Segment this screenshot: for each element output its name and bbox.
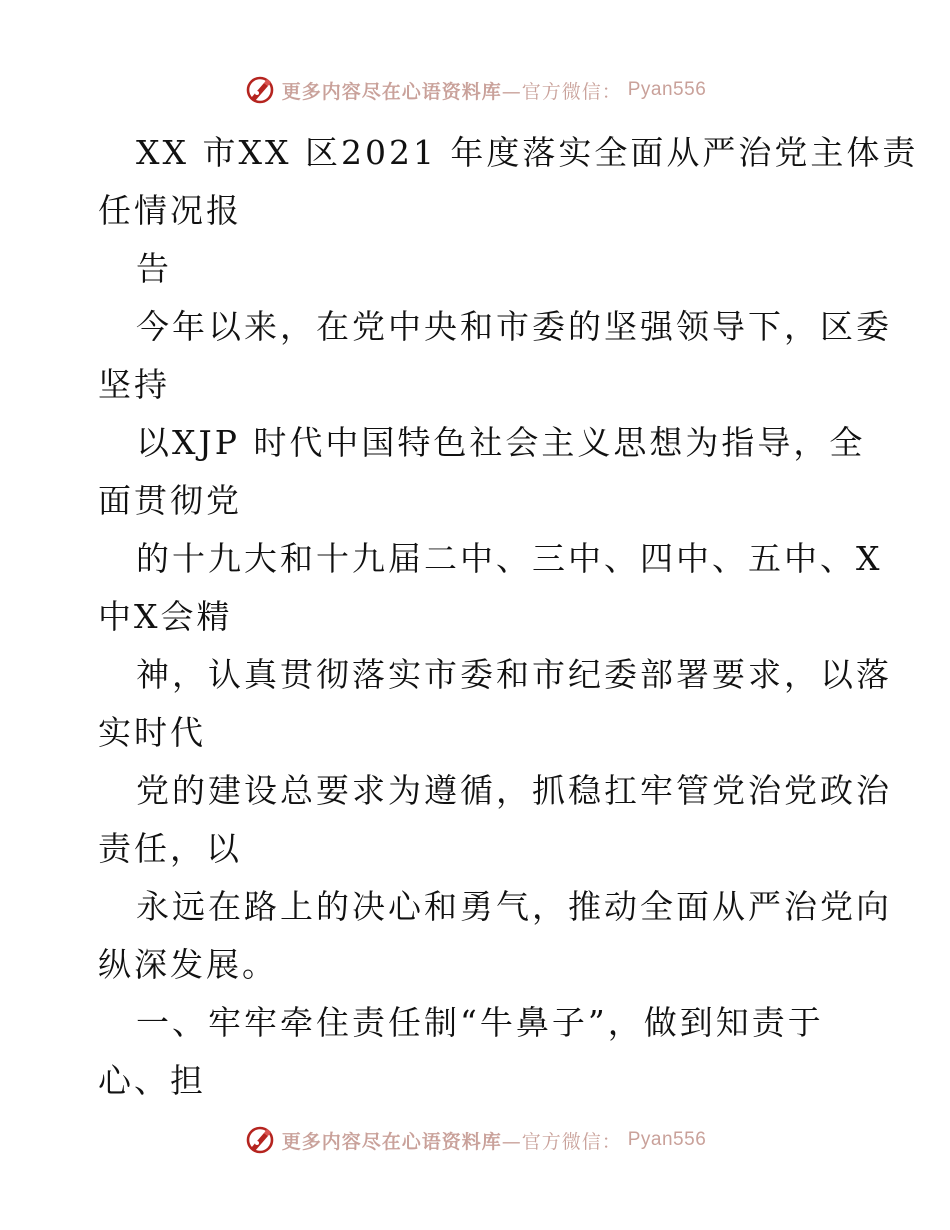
- watermark-handle: Pyan556: [627, 1129, 707, 1150]
- text-line: XX 市XX 区2021 年度落实全面从严治党主体责: [136, 133, 919, 172]
- text-line: 神，认真贯彻落实市委和市纪委部署要求，以落: [136, 655, 892, 694]
- pen-logo-icon: [244, 1124, 276, 1156]
- paragraph: [98, 646, 892, 762]
- paragraph: [98, 878, 892, 994]
- text-line: 永远在路上的决心和勇气，推动全面从严治党向: [136, 887, 892, 926]
- text-line: 面贯彻党: [98, 481, 242, 520]
- text-line: 心、担: [98, 1061, 206, 1100]
- text-line: 实时代: [98, 713, 206, 752]
- paragraph: [98, 414, 866, 530]
- text-line: 任情况报: [98, 191, 242, 230]
- text-line: 今年以来，在党中央和市委的坚强领导下，区委: [136, 307, 892, 346]
- text-line: 告: [136, 249, 172, 288]
- paragraph-title: [98, 124, 919, 240]
- text-line: 党的建设总要求为遵循，抓稳扛牢管党治党政治: [136, 771, 892, 810]
- section-heading: [98, 994, 858, 1110]
- text-line: 责任，以: [98, 829, 242, 868]
- watermark-handle: Pyan556: [627, 79, 707, 100]
- paragraph: [98, 530, 883, 646]
- text-line: 中X会精: [98, 597, 233, 636]
- header-watermark: [0, 70, 950, 110]
- watermark-text: 更多内容尽在心语资料库—官方微信：: [281, 1130, 622, 1153]
- paragraph-title-cont: [98, 240, 858, 298]
- text-line: 纵深发展。: [98, 945, 278, 984]
- text-line: 坚持: [98, 365, 170, 404]
- document-body: [98, 124, 919, 1110]
- text-line: 的十九大和十九届二中、三中、四中、五中、X: [136, 539, 883, 578]
- text-line: 一、牢牢牵住责任制“牛鼻子”，做到知责于: [136, 1003, 824, 1042]
- paragraph: [98, 762, 892, 878]
- paragraph: [98, 298, 892, 414]
- watermark-text: 更多内容尽在心语资料库—官方微信：: [281, 80, 622, 103]
- footer-watermark: [0, 1120, 950, 1160]
- pen-logo-icon: [244, 74, 276, 106]
- text-line: 以XJP 时代中国特色社会主义思想为指导，全: [136, 423, 866, 462]
